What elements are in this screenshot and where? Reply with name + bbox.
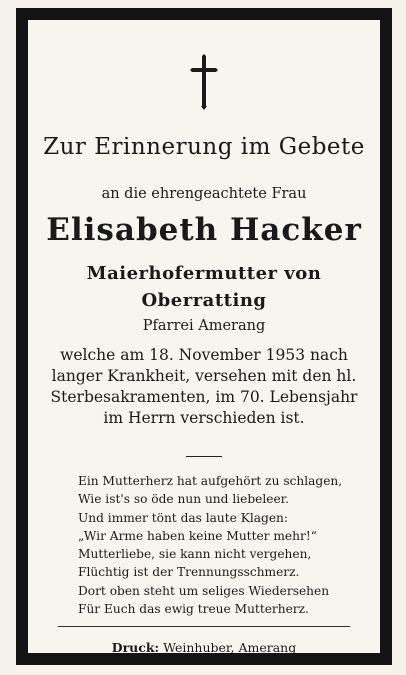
poem-line: Für Euch das ewig treue Mutterherz.: [78, 602, 309, 617]
poem-line: Mutterliebe, sie kann nicht vergehen,: [78, 547, 312, 562]
poem-line: Und immer tönt das laute Klagen:: [78, 510, 289, 525]
notice-line: Sterbesakramenten, im 70. Lebensjahr: [50, 388, 358, 406]
printer-label: Druck:: [111, 640, 160, 655]
poem-line: Wie ist's so öde nun und liebeleer.: [78, 492, 290, 507]
honorific-title-line2: Oberratting: [141, 290, 267, 311]
death-notice-text: [28, 345, 380, 429]
memorial-heading: Zur Erinnerung im Gebete: [43, 134, 365, 160]
poem-line: Flüchtig ist der Trennungsschmerz.: [78, 565, 300, 580]
intro-line: an die ehrengeachtete Frau: [101, 186, 307, 202]
black-border-frame: [16, 8, 392, 665]
cross-icon: [190, 54, 218, 110]
poem-line: „Wir Arme haben keine Mutter mehr!“: [78, 528, 317, 543]
card-content: [28, 20, 380, 653]
printer-name: Weinhuber, Amerang: [163, 640, 297, 655]
printer-credit: [28, 640, 380, 655]
memorial-poem: [78, 472, 342, 618]
poem-line: Ein Mutterherz hat aufgehört zu schlagen,: [78, 474, 343, 488]
notice-line: welche am 18. November 1953 nach: [60, 346, 348, 364]
poem-line: Dort oben steht um seliges Wiedersehen: [78, 583, 330, 598]
short-divider: [186, 456, 222, 457]
deceased-name: Elisabeth Hacker: [46, 212, 362, 248]
parish-line: Pfarrei Amerang: [142, 318, 266, 334]
footer-rule: [58, 626, 350, 627]
notice-line: im Herrn verschieden ist.: [103, 409, 305, 427]
notice-line: langer Krankheit, versehen mit den hl.: [51, 367, 357, 385]
honorific-title-line1: Maierhofermutter von: [86, 263, 322, 284]
